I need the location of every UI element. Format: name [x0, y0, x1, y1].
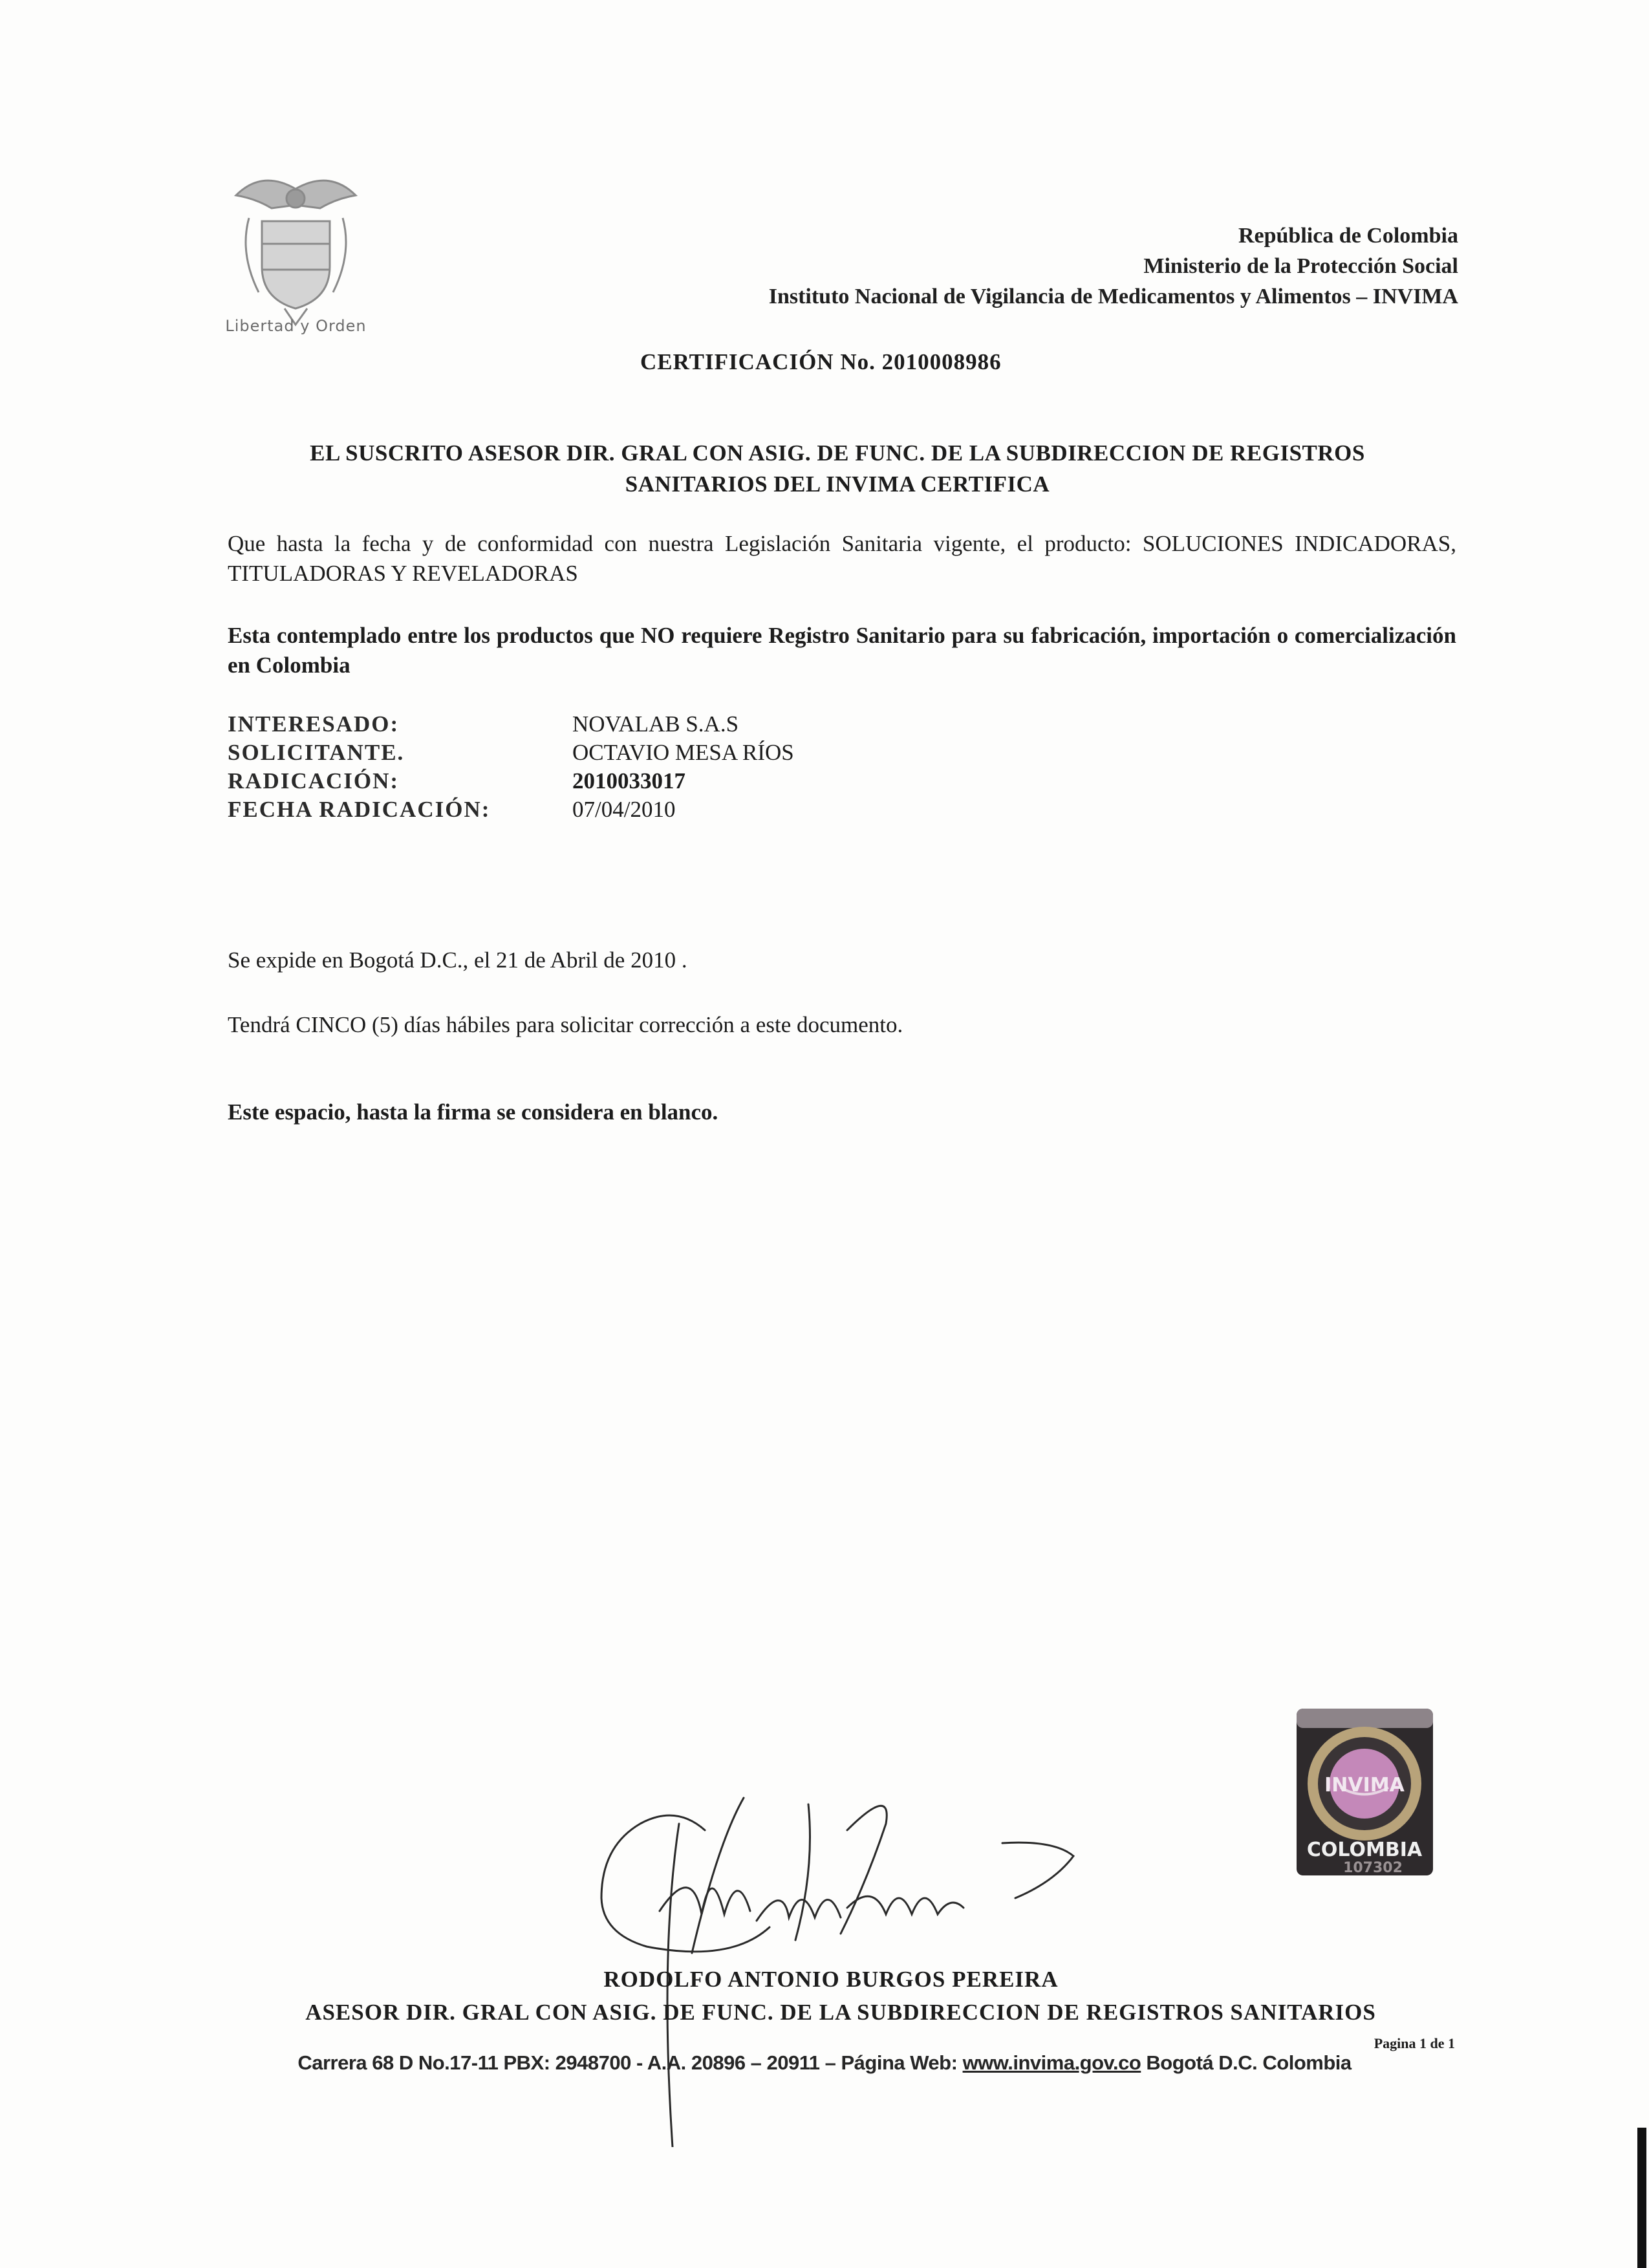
- coat-of-arms-icon: [223, 169, 369, 328]
- field-value-fecha-radicacion: 07/04/2010: [572, 797, 676, 822]
- product-intro: Que hasta la fecha y de conformidad con nuestra Legislación Sanitaria vigente, el producto:: [228, 531, 1132, 556]
- field-label-fecha-radicacion: FECHA RADICACIÓN:: [228, 797, 491, 822]
- footer-city: Bogotá D.C. Colombia: [1146, 2051, 1352, 2074]
- field-value-interesado: NOVALAB S.A.S: [572, 711, 739, 737]
- coat-of-arms-seal: [223, 169, 369, 347]
- product-name: SOLUCIONES INDICADORAS, TITULADORAS Y REVELADORAS: [228, 531, 1456, 586]
- hologram-brand: INVIMA: [1324, 1774, 1405, 1797]
- field-value-solicitante: OCTAVIO MESA RÍOS: [572, 740, 794, 765]
- certification-number: [640, 349, 1002, 375]
- signatory-title: ASESOR DIR. GRAL CON ASIG. DE FUNC. DE LA SUBDIRECCION DE REGISTROS SANITARIOS: [305, 2000, 1376, 2025]
- certifying-heading-line1: EL SUSCRITO ASESOR DIR. GRAL CON ASIG. DE FUNC. DE LA SUBDIRECCION DE REGISTROS: [310, 440, 1365, 466]
- hologram-serial: 107302: [1343, 1860, 1403, 1876]
- header-ministry: Ministerio de la Protección Social: [1143, 254, 1458, 278]
- invima-hologram-sticker: [1295, 1707, 1434, 1877]
- correction-notice: Tendrá CINCO (5) días hábiles para solicitar corrección a este documento.: [228, 1012, 903, 1037]
- footer-website-link[interactable]: www.invima.gov.co: [962, 2051, 1141, 2074]
- footer-contact: [194, 2051, 1455, 2075]
- seal-motto: Libertad y Orden: [225, 317, 367, 335]
- footer-address: Carrera 68 D No.17-11 PBX: 2948700 - A.A. 20896 – 20911 – Página Web:: [297, 2051, 958, 2074]
- product-paragraph: [228, 529, 1456, 589]
- header-institute: Instituto Nacional de Vigilancia de Medicamentos y Alimentos – INVIMA: [768, 285, 1458, 308]
- certifying-heading-line2: SANITARIOS DEL INVIMA CERTIFICA: [625, 471, 1050, 497]
- statement-paragraph: Esta contemplado entre los productos que NO requiere Registro Sanitario para su fabricación, importación o comercialización en Colombia: [228, 623, 1456, 678]
- field-label-solicitante: SOLICITANTE.: [228, 740, 405, 765]
- field-label-radicacion: RADICACIÓN:: [228, 768, 400, 794]
- issued-statement: Se expide en Bogotá D.C., el 21 de Abril de 2010 .: [228, 947, 687, 973]
- certifying-heading: [213, 438, 1461, 500]
- blank-space-notice: Este espacio, hasta la firma se considera en blanco.: [228, 1099, 718, 1125]
- certification-value: 2010008986: [881, 349, 1002, 374]
- hologram-icon: [1295, 1707, 1434, 1877]
- field-label-interesado: INTERESADO:: [228, 711, 400, 737]
- certification-label: CERTIFICACIÓN No.: [640, 349, 876, 374]
- handwritten-signature: [563, 1785, 1209, 2147]
- signatory-name: RODOLFO ANTONIO BURGOS PEREIRA: [603, 1967, 1059, 1992]
- header-republic: República de Colombia: [1238, 224, 1458, 248]
- signature-icon: [563, 1785, 1209, 2147]
- scan-edge-bar: [1637, 2128, 1646, 2268]
- page-indicator: Pagina 1 de 1: [1374, 2035, 1455, 2051]
- hologram-country: COLOMBIA: [1306, 1839, 1423, 1861]
- field-value-radicacion: 2010033017: [572, 768, 685, 794]
